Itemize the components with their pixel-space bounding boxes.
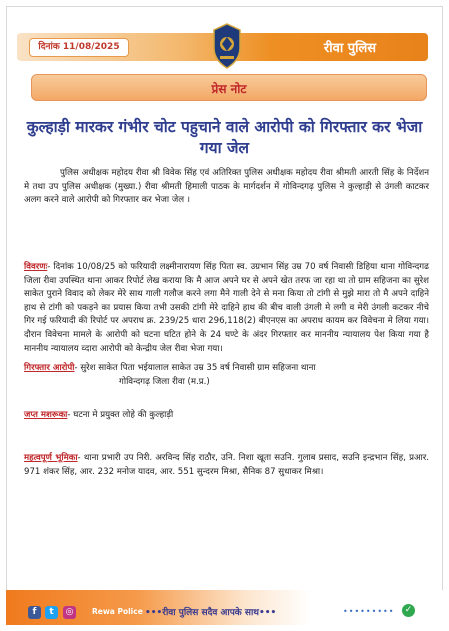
facebook-icon[interactable]: f [28,606,41,619]
intro-paragraph: पुलिस अधीक्षक महोदय रीवा श्री विवेक सिंह एवं अतिरिक्त पुलिस अधीक्षक महोदय रीवा श्रीमती आरती सिंह के निर्देशन मे तथा उप पुलिस अधीक्षक (मुख्या.) रीवा श्रीमती हिमाली पाठक के मार्गदर्शन में गोविन्दगढ़ पुलिस ने कुल्हाड़ी से उंगली काटकर अलग करने वाले आरोपी को गिरफ्तार कर भेजा जेल । [24,168,429,206]
police-emblem-icon [211,22,243,70]
date-box: दिनांक 11/08/2025 [29,38,129,57]
seized-paragraph [24,409,429,423]
seized-label: जप्त मशरूका [24,410,68,420]
details-label: विवरणः [24,262,48,272]
press-note-title: प्रेस नोट [211,82,247,96]
role-paragraph [24,452,429,479]
footer-slogan: •••रीवा पुलिस सदैव आपके साथ••• [145,608,277,618]
instagram-icon[interactable]: ◎ [63,606,76,619]
details-text: - दिनांक 10/08/25 को फरियादी लक्ष्मीनारायण सिंह पिता स्व. उग्रभान सिंह उम्र 70 वर्ष निवासी डिहिया थाना गोविन्दगढ जिला रीवा उपस्थित थाना आकर रिपोर्ट लेख कराया कि मै आज अपने घर से अपने खेत तरफ जा रहा था तो ग्राम सहिजना का सुरेश साकेत पुराने विवाद को लेकर मेरे साथ गाली गलौज करने लगा मैने गाली देने से मना किया तो टांगी से मुझे मारा तो मै अपने दाहिने हाथ से टांगी को पकड़ने का प्रयास किया तभी उसकी टांगी मेरे दाहिने हाथ की बीच वाली उंगली मे लगी व मेरी उंगली कटकर नीचे गिर गई फरियादी की रिपोर्ट पर अपराध क्र. 239/25 धारा 296,118(2) बीएनएस का अपराध कायम कर विवेचना मे लिया गया। दौरान विवेचना मामले के आरोपी को घटना घटित होने के 24 घण्टे के अंदर गिरफ्तार कर माननीय न्यायालय पेश किया गया है माननीय न्यायालय व्दारा आरोपी को केन्द्रीय जेल रीवा भेजा गया। [24,262,429,354]
details-paragraph [24,261,429,356]
seized-text: - घटना मे प्रयुक्त लोहे की कुल्हाड़ी [67,410,174,420]
arrested-paragraph [24,362,429,389]
role-text: - थाना प्रभारी उप निरी. अरविन्द सिंह राठौर, उनि. निशा खूता सउनि. गुलाब प्रसाद, सउनि इन्द्रभान सिंह, प्रआर. 971 शंकर सिंह, आर. 232 मनोज यादव, आर. 551 सुन्दरम मिश्रा, सैनिक 87 सुधाकर मिश्रा। [24,453,429,477]
role-label: महत्वपूर्ण भूमिका [24,453,78,463]
arrested-line1: - सुरेश साकेत पिता भईयालाल साकेत उम्र 35 वर्ष निवासी ग्राम सहिजना थाना [74,363,316,373]
footer-handle: Rewa Police [92,607,143,616]
department-name: रीवा पुलिस [323,41,377,56]
arrested-line2: गोविन्दगढ़ जिला रीवा (म.प्र.) [119,376,210,387]
press-note-band [31,74,427,101]
arrested-label: गिरफ्तार आरोपी [24,363,75,373]
check-circle-icon: ✓ [402,604,415,617]
footer-dots: ••••••••• [343,607,395,616]
headline: कुल्हाड़ी मारकर गंभीर चोट पहुचाने वाले आरोपी को गिरफ्तार कर भेजा गया जेल [26,118,423,157]
twitter-icon[interactable]: t [45,606,58,619]
